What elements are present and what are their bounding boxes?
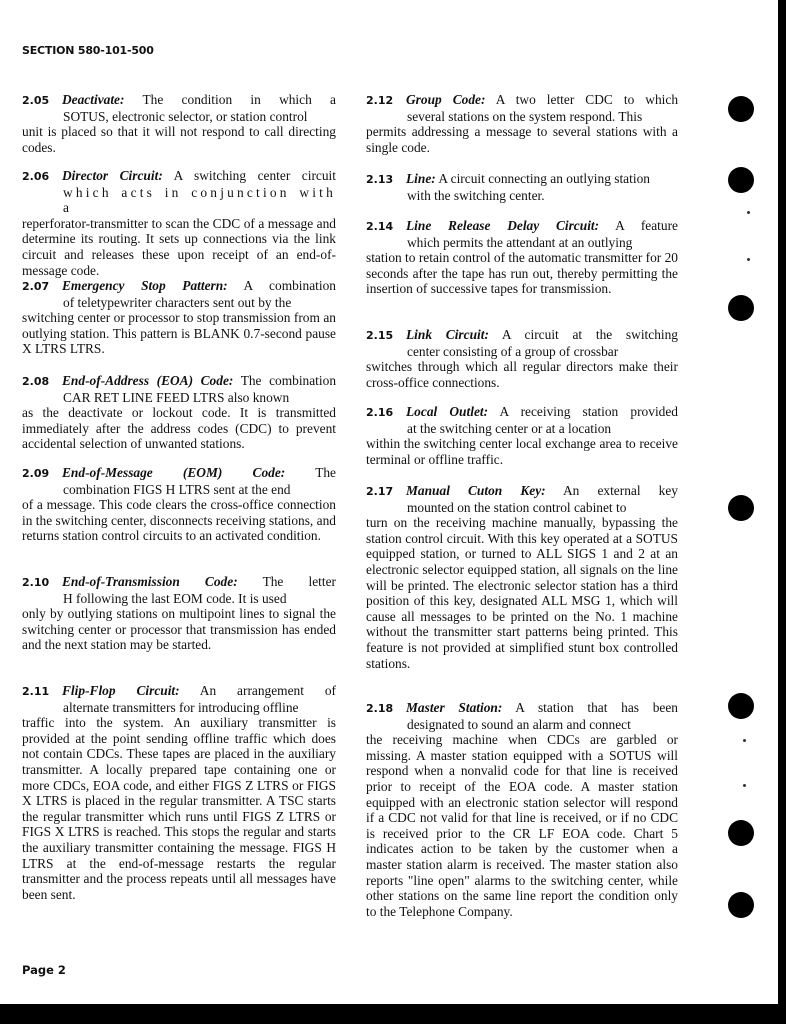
- paragraph-number: 2.16: [366, 406, 394, 419]
- definition-term: End-of-Message (EOM) Code:: [62, 465, 286, 480]
- definition-term: Line Release Delay Circuit:: [406, 218, 600, 233]
- definition-text: switches through which all regular directors make their cross-office connections.: [366, 359, 678, 390]
- definition-term: Manual Cuton Key:: [406, 483, 546, 498]
- definition-text: of a message. This code clears the cross-office connection in the switching center, disconnects receiving stations, and returns station control circuits to an activated condition.: [22, 497, 336, 544]
- definition-term: Local Outlet:: [406, 404, 489, 419]
- definition-2-12: [366, 92, 678, 155]
- definition-text: turn on the receiving machine manually, bypassing the station control circuit. With this key operated at a SOTUS equipped station, or turned to ALL SIGS 1 and 2 at an electronic selector equipped station, all signals on the line will be printed. The electronic selector station has a third position of this key, designated ALL MSG 1, which will cause all messages to be printed on the No. 1 machine without the transmitter start patterns being printed. This feature is not provided at simplified stunt box controlled stations.: [366, 515, 678, 671]
- scan-speck: [747, 211, 750, 214]
- definition-text: CAR RET LINE FEED LTRS also known: [63, 389, 290, 405]
- paragraph-number: 2.08: [22, 375, 50, 388]
- definition-text: unit is placed so that it will not respond to call directing codes.: [22, 124, 336, 155]
- paragraph-number: 2.15: [366, 329, 394, 342]
- definition-term: Director Circuit:: [62, 168, 163, 183]
- definition-text: A two letter CDC to which: [495, 92, 679, 107]
- paragraph-number: 2.18: [366, 702, 394, 715]
- scan-speck: [743, 784, 746, 787]
- definition-text: SOTUS, electronic selector, or station control: [63, 108, 308, 124]
- definition-text: reperforator-transmitter to scan the CDC of a message and determine its routing. It sets up connections via the link circuit and releases these upon receipt of an end-of-message code.: [22, 215, 336, 278]
- scan-speck: [743, 739, 746, 742]
- definition-text: traffic into the system. An auxiliary transmitter is provided at the point sending offline traffic which does not contain CDCs. These tapes are placed in the auxiliary transmitter. A locally prepared tape containing one or more CDCs, EOA code, and either FIGS Z LTRS or FIGS X LTRS is placed in the regular transmitter. A TSC starts the regular transmitter which runs until FIGS Z LTRS or FIGS X LTRS is reached. This stops the regular and starts the auxiliary transmitter containing the message. FIGS H LTRS at the end-of-message restarts the regular transmitter and the process repeats until all messages have been sent.: [22, 715, 336, 902]
- definition-term: Deactivate:: [62, 92, 125, 107]
- definition-text: only by outlying stations on multipoint lines to signal the switching center or processor that transmission has ended and the next station may be started.: [22, 606, 336, 653]
- definition-text: within the switching center local exchange area to receive terminal or offline traffic.: [366, 436, 678, 467]
- punch-hole-icon: [728, 693, 754, 719]
- definition-2-14: [366, 218, 678, 297]
- scan-speck: [747, 258, 750, 261]
- definition-text: alternate transmitters for introducing offline: [63, 699, 299, 715]
- definition-text: which acts in conjunction with a: [63, 184, 336, 216]
- definition-text: as the deactivate or lockout code. It is transmitted immediately after the address codes (CDC) to prevent accidental selection of unwanted stations.: [22, 405, 336, 452]
- paragraph-number: 2.12: [366, 94, 394, 107]
- definition-2-15: [366, 327, 678, 390]
- definition-term: Flip-Flop Circuit:: [62, 683, 180, 698]
- scan-border-right: [778, 0, 786, 1024]
- definition-text: with the switching center.: [407, 187, 545, 203]
- definition-text: combination FIGS H LTRS sent at the end: [63, 481, 291, 497]
- paragraph-number: 2.11: [22, 685, 50, 698]
- definition-2-11: [22, 683, 336, 902]
- definition-text: The letter: [262, 574, 337, 589]
- definition-2-07: [22, 278, 336, 357]
- definition-text: A feature: [615, 218, 678, 233]
- punch-hole-icon: [728, 495, 754, 521]
- paragraph-number: 2.09: [22, 467, 50, 480]
- definition-term: Link Circuit:: [406, 327, 489, 342]
- definition-2-18: [366, 700, 678, 919]
- definition-text: which permits the attendant at an outlying: [407, 234, 633, 250]
- definition-text: A circuit connecting an outlying station: [438, 171, 650, 186]
- definition-2-09: [22, 465, 336, 544]
- definition-text: A receiving station provided: [499, 404, 679, 419]
- definition-term: End-of-Address (EOA) Code:: [62, 373, 234, 388]
- definition-2-08: [22, 373, 336, 452]
- definition-text: center consisting of a group of crossbar: [407, 343, 619, 359]
- definition-text: of teletypewriter characters sent out by the: [63, 294, 292, 310]
- punch-hole-icon: [728, 892, 754, 918]
- definition-text: The: [315, 465, 337, 480]
- definition-text: The combination: [240, 373, 337, 388]
- paragraph-number: 2.17: [366, 485, 394, 498]
- paragraph-number: 2.06: [22, 170, 50, 183]
- definition-text: switching center or processor to stop transmission from an outlying station. This pattern is BLANK 0.7-second pause X LTRS LTRS.: [22, 310, 336, 357]
- definition-2-16: [366, 404, 678, 467]
- definition-text: An external key: [562, 483, 678, 498]
- definition-text: designated to sound an alarm and connect: [407, 716, 631, 732]
- definition-term: Master Station:: [406, 700, 503, 715]
- definition-2-05: [22, 92, 336, 155]
- scan-border-bottom: [0, 1004, 786, 1024]
- definition-text: A combination: [243, 278, 336, 293]
- punch-hole-icon: [728, 167, 754, 193]
- definition-text: several stations on the system respond. This: [407, 108, 643, 124]
- definition-text: H following the last EOM code. It is used: [63, 590, 287, 606]
- paragraph-number: 2.14: [366, 220, 394, 233]
- paragraph-number: 2.07: [22, 280, 50, 293]
- punch-hole-icon: [728, 96, 754, 122]
- definition-text: An arrangement of: [199, 683, 336, 698]
- definition-2-13: [366, 171, 678, 203]
- definition-text: A circuit at the switching: [501, 327, 679, 342]
- paragraph-number: 2.10: [22, 576, 50, 589]
- definition-term: Group Code:: [406, 92, 486, 107]
- definition-2-17: [366, 483, 678, 671]
- definition-term: End-of-Transmission Code:: [62, 574, 238, 589]
- definition-text: A switching center circuit: [173, 168, 337, 183]
- definition-text: at the switching center or at a location: [407, 420, 612, 436]
- definition-term: Emergency Stop Pattern:: [62, 278, 228, 293]
- definition-text: The condition in which a: [142, 92, 336, 107]
- definition-text: the receiving machine when CDCs are garbled or missing. A master station equipped with a SOTUS will respond when a nonvalid code for that line is received prior to receipt of the EOA code. A master station equipped with an electronic station selector will respond if a CDC not valid for that line is received, or if no CDC is received prior to the CR LF EOA code. Chart 5 indicates action to be taken by the customer when a master station alarm is received. The master station also reports "line open" alarms to the switching center, while other stations on the same line report the condition only to the Telephone Company.: [366, 732, 678, 919]
- definition-text: station to retain control of the automatic transmitter for 20 seconds after the tape has run out, thereby permitting the insertion of successive tapes for transmission.: [366, 250, 678, 297]
- definition-term: Line:: [406, 171, 436, 186]
- definition-text: A station that has been: [515, 700, 678, 715]
- paragraph-number: 2.05: [22, 94, 50, 107]
- section-header: SECTION 580-101-500: [22, 44, 154, 57]
- page-number: Page 2: [22, 963, 66, 977]
- definition-text: mounted on the station control cabinet to: [407, 499, 627, 515]
- punch-hole-icon: [728, 295, 754, 321]
- punch-hole-icon: [728, 820, 754, 846]
- paragraph-number: 2.13: [366, 173, 394, 186]
- definition-2-10: [22, 574, 336, 653]
- definition-text: permits addressing a message to several stations with a single code.: [366, 124, 678, 155]
- definition-2-06: [22, 168, 336, 278]
